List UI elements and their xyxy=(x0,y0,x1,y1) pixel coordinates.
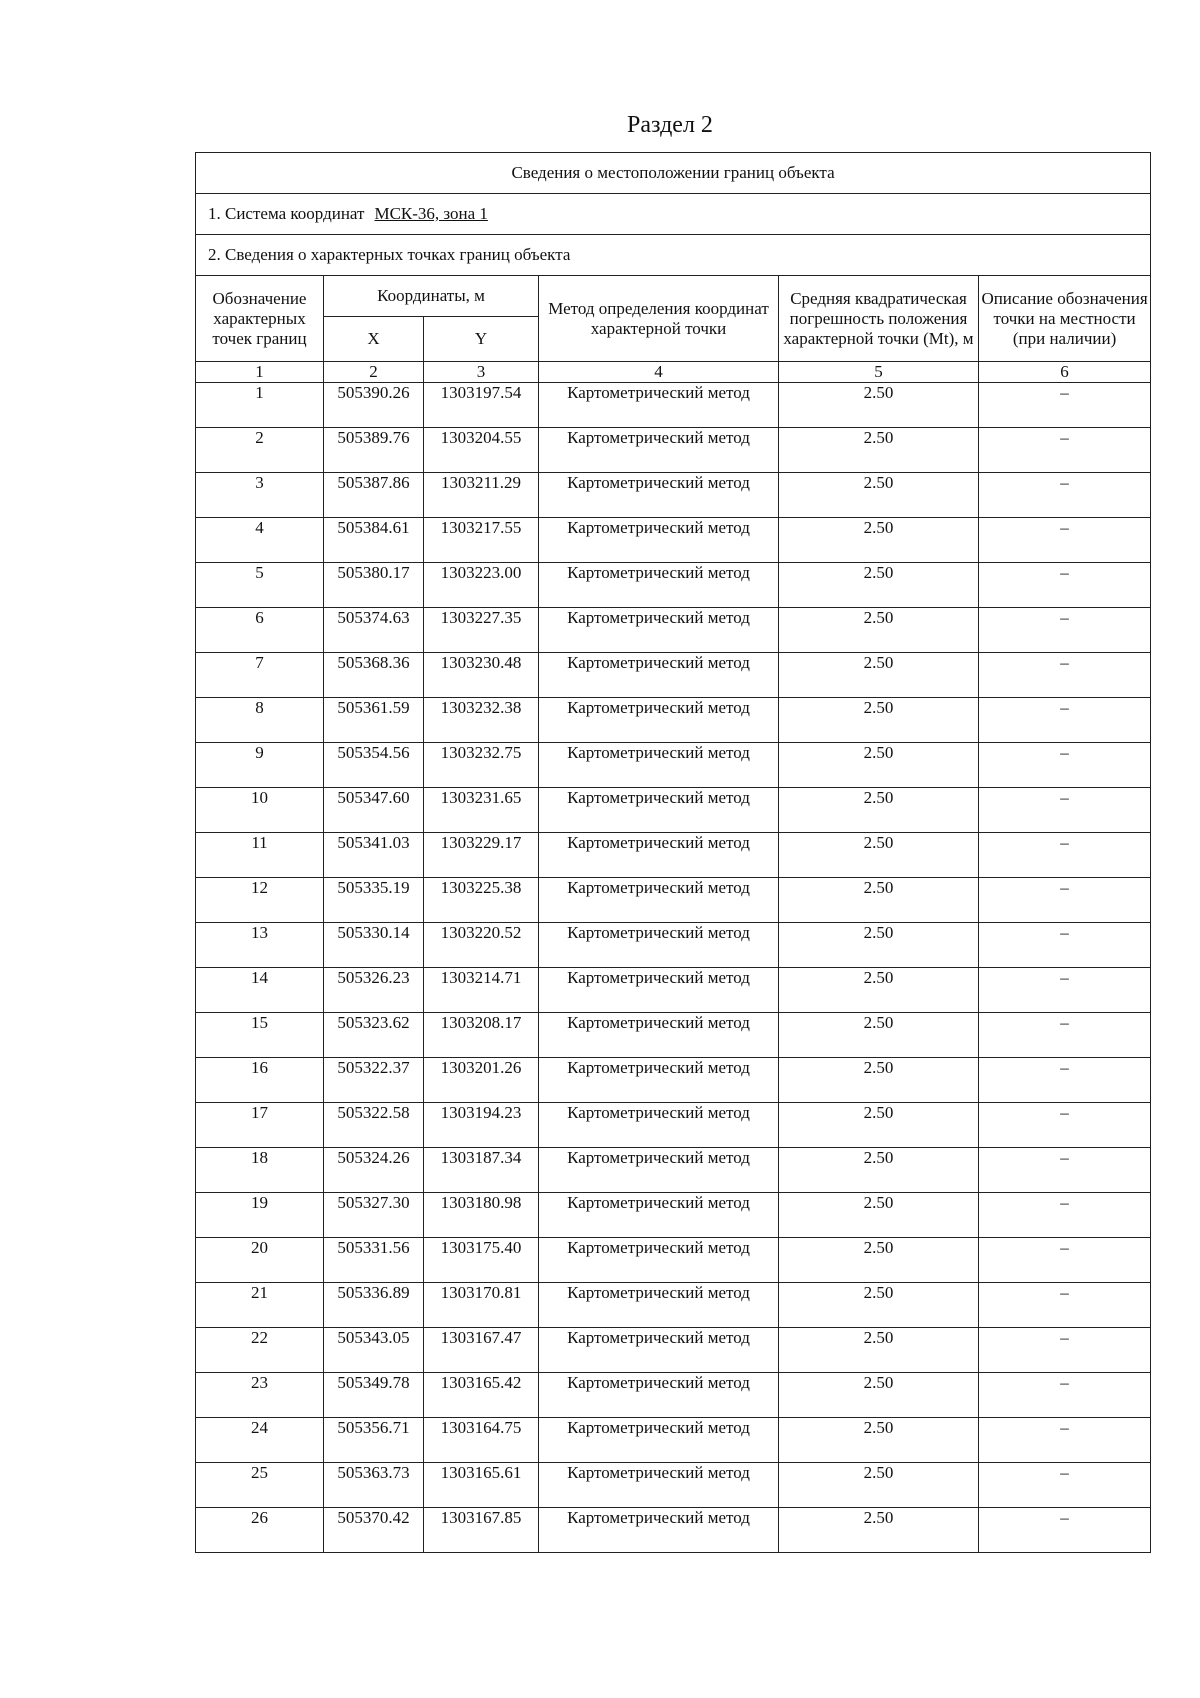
table-row xyxy=(196,1283,1151,1328)
coord-system-label: 1. Система координат xyxy=(208,204,365,223)
table-row xyxy=(196,563,1151,608)
method-cell: Картометрический метод xyxy=(539,608,779,653)
accuracy-cell: 2.50 xyxy=(779,1193,979,1238)
description-cell: – xyxy=(979,428,1151,473)
coord-y-cell: 1303220.52 xyxy=(424,923,539,968)
accuracy-cell: 2.50 xyxy=(779,743,979,788)
table-row xyxy=(196,428,1151,473)
point-number-cell: 9 xyxy=(196,743,324,788)
coord-x-cell: 505356.71 xyxy=(324,1418,424,1463)
method-cell: Картометрический метод xyxy=(539,1283,779,1328)
point-number-cell: 26 xyxy=(196,1508,324,1553)
coord-x-cell: 505390.26 xyxy=(324,383,424,428)
coord-y-cell: 1303231.65 xyxy=(424,788,539,833)
accuracy-cell: 2.50 xyxy=(779,1013,979,1058)
coord-x-cell: 505374.63 xyxy=(324,608,424,653)
coord-y-cell: 1303217.55 xyxy=(424,518,539,563)
point-number-cell: 17 xyxy=(196,1103,324,1148)
col-number: 2 xyxy=(324,362,424,383)
point-number-cell: 1 xyxy=(196,383,324,428)
point-number-cell: 23 xyxy=(196,1373,324,1418)
accuracy-cell: 2.50 xyxy=(779,1283,979,1328)
method-cell: Картометрический метод xyxy=(539,968,779,1013)
table-row xyxy=(196,1148,1151,1193)
method-cell: Картометрический метод xyxy=(539,788,779,833)
section-title: Раздел 2 xyxy=(627,112,713,138)
point-number-cell: 15 xyxy=(196,1013,324,1058)
accuracy-cell: 2.50 xyxy=(779,518,979,563)
header-method: Метод определения координат характерной точки xyxy=(539,276,779,362)
coord-x-cell: 505343.05 xyxy=(324,1328,424,1373)
description-cell: – xyxy=(979,473,1151,518)
description-cell: – xyxy=(979,1373,1151,1418)
accuracy-cell: 2.50 xyxy=(779,968,979,1013)
coord-y-cell: 1303208.17 xyxy=(424,1013,539,1058)
accuracy-cell: 2.50 xyxy=(779,383,979,428)
coord-y-cell: 1303175.40 xyxy=(424,1238,539,1283)
accuracy-cell: 2.50 xyxy=(779,923,979,968)
coord-y-cell: 1303225.38 xyxy=(424,878,539,923)
point-number-cell: 14 xyxy=(196,968,324,1013)
description-cell: – xyxy=(979,383,1151,428)
coord-y-cell: 1303211.29 xyxy=(424,473,539,518)
method-cell: Картометрический метод xyxy=(539,1463,779,1508)
coord-y-cell: 1303204.55 xyxy=(424,428,539,473)
coord-y-cell: 1303232.38 xyxy=(424,698,539,743)
coord-x-cell: 505331.56 xyxy=(324,1238,424,1283)
coord-x-cell: 505336.89 xyxy=(324,1283,424,1328)
description-cell: – xyxy=(979,518,1151,563)
coord-x-cell: 505330.14 xyxy=(324,923,424,968)
coord-y-cell: 1303187.34 xyxy=(424,1148,539,1193)
table-row xyxy=(196,743,1151,788)
description-cell: – xyxy=(979,1103,1151,1148)
method-cell: Картометрический метод xyxy=(539,563,779,608)
table-row xyxy=(196,1013,1151,1058)
description-cell: – xyxy=(979,1463,1151,1508)
description-cell: – xyxy=(979,1238,1151,1283)
accuracy-cell: 2.50 xyxy=(779,788,979,833)
method-cell: Картометрический метод xyxy=(539,1508,779,1553)
description-cell: – xyxy=(979,878,1151,923)
header-coords: Координаты, м xyxy=(324,276,539,317)
accuracy-cell: 2.50 xyxy=(779,653,979,698)
table-row xyxy=(196,788,1151,833)
description-cell: – xyxy=(979,1148,1151,1193)
description-cell: – xyxy=(979,1193,1151,1238)
coord-x-cell: 505384.61 xyxy=(324,518,424,563)
description-cell: – xyxy=(979,1283,1151,1328)
point-number-cell: 22 xyxy=(196,1328,324,1373)
accuracy-cell: 2.50 xyxy=(779,833,979,878)
header-description: Описание обозначения точки на местности (при наличии) xyxy=(979,276,1151,362)
method-cell: Картометрический метод xyxy=(539,518,779,563)
method-cell: Картометрический метод xyxy=(539,833,779,878)
accuracy-cell: 2.50 xyxy=(779,1328,979,1373)
accuracy-cell: 2.50 xyxy=(779,1418,979,1463)
accuracy-cell: 2.50 xyxy=(779,1058,979,1103)
table-row xyxy=(196,1373,1151,1418)
coord-y-cell: 1303165.42 xyxy=(424,1373,539,1418)
coord-y-cell: 1303167.85 xyxy=(424,1508,539,1553)
table-row xyxy=(196,1418,1151,1463)
coord-y-cell: 1303227.35 xyxy=(424,608,539,653)
table-title: Сведения о местоположении границ объекта xyxy=(196,153,1151,194)
col-number: 4 xyxy=(539,362,779,383)
table-row xyxy=(196,833,1151,878)
coord-x-cell: 505354.56 xyxy=(324,743,424,788)
accuracy-cell: 2.50 xyxy=(779,428,979,473)
method-cell: Картометрический метод xyxy=(539,473,779,518)
method-cell: Картометрический метод xyxy=(539,1103,779,1148)
coord-x-cell: 505322.58 xyxy=(324,1103,424,1148)
coord-x-cell: 505326.23 xyxy=(324,968,424,1013)
accuracy-cell: 2.50 xyxy=(779,1238,979,1283)
coord-system-row xyxy=(196,194,1151,235)
description-cell: – xyxy=(979,788,1151,833)
description-cell: – xyxy=(979,698,1151,743)
col-number: 1 xyxy=(196,362,324,383)
coord-x-cell: 505387.86 xyxy=(324,473,424,518)
method-cell: Картометрический метод xyxy=(539,1148,779,1193)
points-title: 2. Сведения о характерных точках границ объекта xyxy=(196,235,1151,276)
method-cell: Картометрический метод xyxy=(539,653,779,698)
col-number: 3 xyxy=(424,362,539,383)
point-number-cell: 19 xyxy=(196,1193,324,1238)
point-number-cell: 18 xyxy=(196,1148,324,1193)
point-number-cell: 13 xyxy=(196,923,324,968)
point-number-cell: 25 xyxy=(196,1463,324,1508)
coord-x-cell: 505361.59 xyxy=(324,698,424,743)
coord-x-cell: 505370.42 xyxy=(324,1508,424,1553)
coord-x-cell: 505347.60 xyxy=(324,788,424,833)
point-number-cell: 24 xyxy=(196,1418,324,1463)
description-cell: – xyxy=(979,1418,1151,1463)
coord-x-cell: 505349.78 xyxy=(324,1373,424,1418)
description-cell: – xyxy=(979,743,1151,788)
description-cell: – xyxy=(979,1328,1151,1373)
point-number-cell: 4 xyxy=(196,518,324,563)
table-row xyxy=(196,1328,1151,1373)
table-row xyxy=(196,1463,1151,1508)
coord-x-cell: 505380.17 xyxy=(324,563,424,608)
accuracy-cell: 2.50 xyxy=(779,1148,979,1193)
point-number-cell: 20 xyxy=(196,1238,324,1283)
method-cell: Картометрический метод xyxy=(539,1013,779,1058)
coord-y-cell: 1303230.48 xyxy=(424,653,539,698)
point-number-cell: 3 xyxy=(196,473,324,518)
point-number-cell: 5 xyxy=(196,563,324,608)
coord-x-cell: 505327.30 xyxy=(324,1193,424,1238)
description-cell: – xyxy=(979,1508,1151,1553)
coord-y-cell: 1303197.54 xyxy=(424,383,539,428)
point-number-cell: 6 xyxy=(196,608,324,653)
method-cell: Картометрический метод xyxy=(539,878,779,923)
table-row xyxy=(196,653,1151,698)
header-designation: Обозначение характерных точек границ xyxy=(196,276,324,362)
method-cell: Картометрический метод xyxy=(539,923,779,968)
point-number-cell: 2 xyxy=(196,428,324,473)
accuracy-cell: 2.50 xyxy=(779,698,979,743)
coord-x-cell: 505368.36 xyxy=(324,653,424,698)
coord-x-cell: 505363.73 xyxy=(324,1463,424,1508)
table-row xyxy=(196,1103,1151,1148)
method-cell: Картометрический метод xyxy=(539,1238,779,1283)
method-cell: Картометрический метод xyxy=(539,1418,779,1463)
coord-y-cell: 1303232.75 xyxy=(424,743,539,788)
table-row xyxy=(196,608,1151,653)
point-number-cell: 10 xyxy=(196,788,324,833)
description-cell: – xyxy=(979,1013,1151,1058)
description-cell: – xyxy=(979,833,1151,878)
table-row xyxy=(196,1508,1151,1553)
coord-y-cell: 1303180.98 xyxy=(424,1193,539,1238)
method-cell: Картометрический метод xyxy=(539,1373,779,1418)
coord-y-cell: 1303229.17 xyxy=(424,833,539,878)
point-number-cell: 12 xyxy=(196,878,324,923)
accuracy-cell: 2.50 xyxy=(779,1508,979,1553)
coord-x-cell: 505324.26 xyxy=(324,1148,424,1193)
point-number-cell: 11 xyxy=(196,833,324,878)
coord-y-cell: 1303214.71 xyxy=(424,968,539,1013)
coord-system-value: МСК-36, зона 1 xyxy=(374,204,488,223)
table-row xyxy=(196,923,1151,968)
coord-y-cell: 1303201.26 xyxy=(424,1058,539,1103)
method-cell: Картометрический метод xyxy=(539,698,779,743)
method-cell: Картометрический метод xyxy=(539,383,779,428)
accuracy-cell: 2.50 xyxy=(779,1103,979,1148)
coord-x-cell: 505323.62 xyxy=(324,1013,424,1058)
description-cell: – xyxy=(979,968,1151,1013)
table-row xyxy=(196,473,1151,518)
description-cell: – xyxy=(979,653,1151,698)
coord-y-cell: 1303164.75 xyxy=(424,1418,539,1463)
accuracy-cell: 2.50 xyxy=(779,473,979,518)
header-x: X xyxy=(324,317,424,362)
method-cell: Картометрический метод xyxy=(539,743,779,788)
coord-x-cell: 505322.37 xyxy=(324,1058,424,1103)
coord-x-cell: 505341.03 xyxy=(324,833,424,878)
table-row xyxy=(196,383,1151,428)
coord-x-cell: 505335.19 xyxy=(324,878,424,923)
coord-y-cell: 1303167.47 xyxy=(424,1328,539,1373)
method-cell: Картометрический метод xyxy=(539,1058,779,1103)
table-row xyxy=(196,878,1151,923)
table-row xyxy=(196,968,1151,1013)
point-number-cell: 21 xyxy=(196,1283,324,1328)
point-number-cell: 8 xyxy=(196,698,324,743)
accuracy-cell: 2.50 xyxy=(779,1373,979,1418)
accuracy-cell: 2.50 xyxy=(779,1463,979,1508)
description-cell: – xyxy=(979,608,1151,653)
table-row xyxy=(196,1193,1151,1238)
table-row xyxy=(196,698,1151,743)
col-number: 6 xyxy=(979,362,1151,383)
coord-y-cell: 1303170.81 xyxy=(424,1283,539,1328)
description-cell: – xyxy=(979,563,1151,608)
accuracy-cell: 2.50 xyxy=(779,608,979,653)
accuracy-cell: 2.50 xyxy=(779,563,979,608)
coord-y-cell: 1303165.61 xyxy=(424,1463,539,1508)
description-cell: – xyxy=(979,1058,1151,1103)
point-number-cell: 16 xyxy=(196,1058,324,1103)
boundary-points-table xyxy=(195,152,1151,1553)
accuracy-cell: 2.50 xyxy=(779,878,979,923)
header-y: Y xyxy=(424,317,539,362)
coord-x-cell: 505389.76 xyxy=(324,428,424,473)
method-cell: Картометрический метод xyxy=(539,428,779,473)
coord-y-cell: 1303223.00 xyxy=(424,563,539,608)
point-number-cell: 7 xyxy=(196,653,324,698)
table-row xyxy=(196,1058,1151,1103)
method-cell: Картометрический метод xyxy=(539,1328,779,1373)
method-cell: Картометрический метод xyxy=(539,1193,779,1238)
coord-y-cell: 1303194.23 xyxy=(424,1103,539,1148)
description-cell: – xyxy=(979,923,1151,968)
table-row xyxy=(196,518,1151,563)
table-row xyxy=(196,1238,1151,1283)
header-accuracy: Средняя квадратическая погрешность положения характерной точки (Mt), м xyxy=(779,276,979,362)
col-number: 5 xyxy=(779,362,979,383)
